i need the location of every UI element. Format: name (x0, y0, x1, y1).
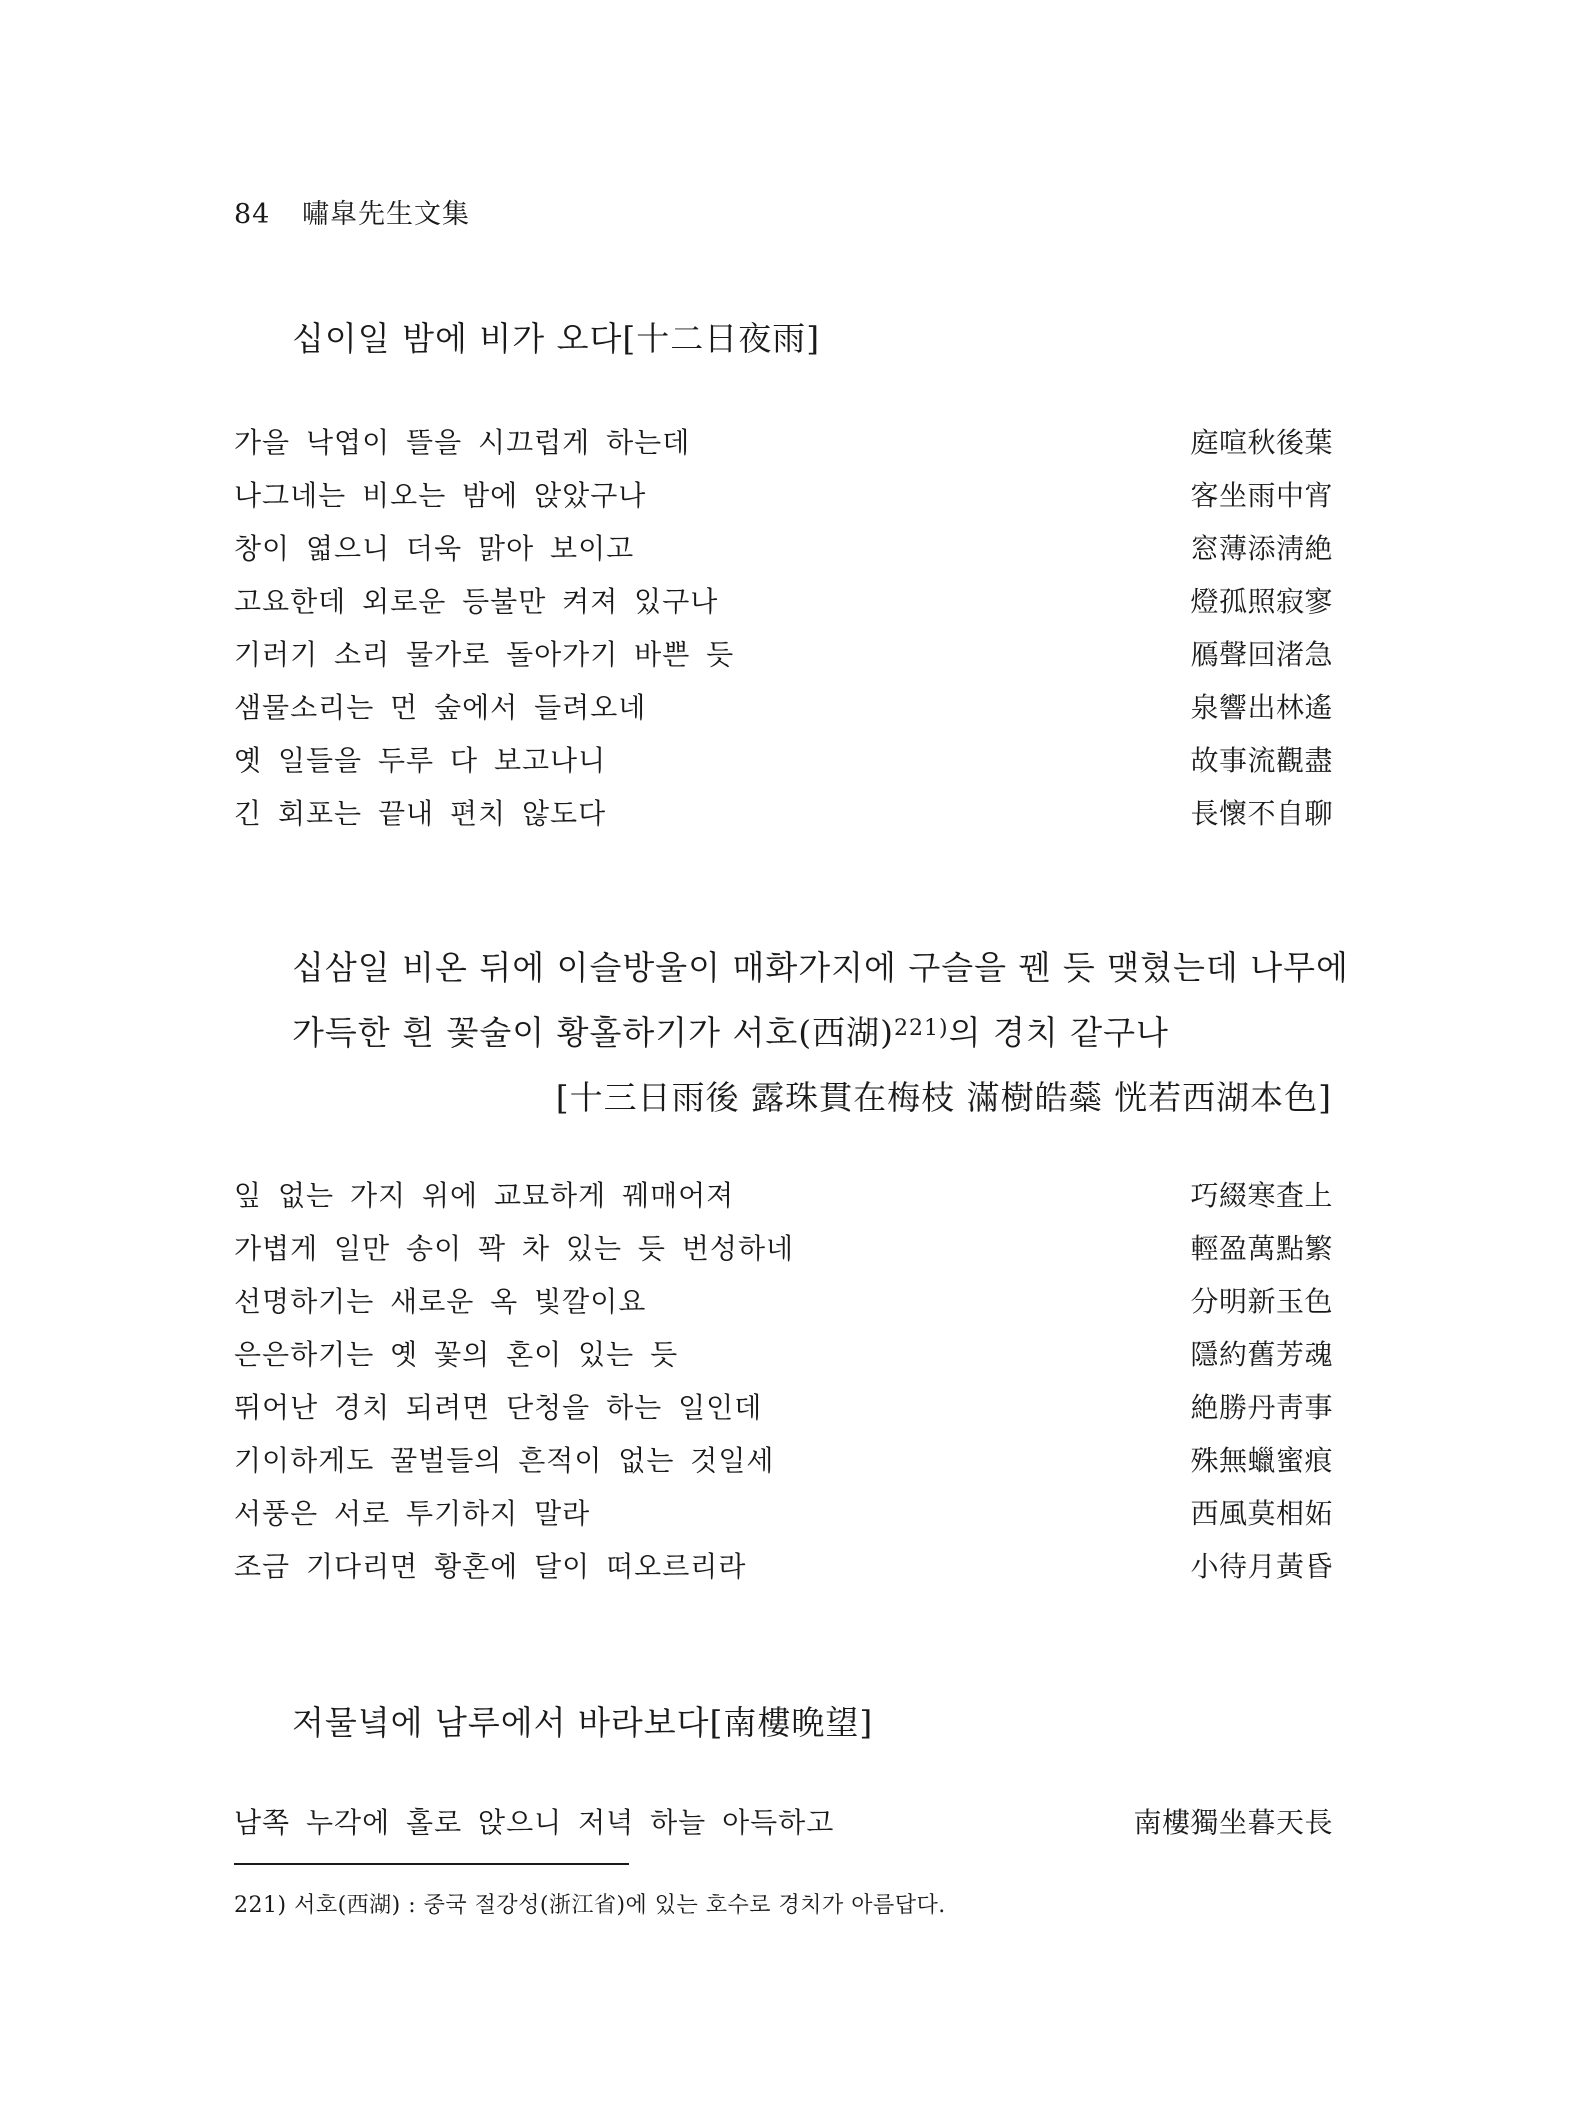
korean-translation: 나그네는 비오는 밤에 앉았구나 (234, 479, 647, 512)
poem-line (234, 1540, 1333, 1593)
poem-line (234, 1487, 1333, 1540)
poem-line (234, 416, 1333, 469)
poem-line (234, 1275, 1333, 1328)
korean-translation: 옛 일들을 두루 다 보고나니 (234, 744, 607, 777)
chinese-original: 殊無蠟蜜痕 (1190, 1444, 1333, 1477)
chinese-original: 小待月黃昏 (1190, 1550, 1333, 1583)
poem-body-2 (234, 1169, 1333, 1593)
korean-translation: 남쪽 누각에 홀로 앉으니 저녁 하늘 아득하고 (234, 1806, 835, 1839)
poem-line (234, 1796, 1333, 1849)
chinese-original: 鴈聲回渚急 (1190, 638, 1333, 671)
footnote-divider (234, 1863, 629, 1865)
poem-line (234, 1328, 1333, 1381)
chinese-original: 隱約舊芳魂 (1190, 1338, 1333, 1371)
poem-body-1 (234, 416, 1333, 840)
chinese-original: 窓薄添淸絶 (1190, 532, 1333, 565)
poem-line (234, 628, 1333, 681)
chinese-original: 故事流觀盡 (1190, 744, 1333, 777)
poem-title-3: 저물녘에 남루에서 바라보다[南樓晩望] (292, 1703, 874, 1742)
chinese-original: 庭喧秋後葉 (1190, 426, 1333, 459)
chinese-original: 燈孤照寂寥 (1190, 585, 1333, 618)
korean-translation: 가을 낙엽이 뜰을 시끄럽게 하는데 (234, 426, 691, 459)
poem-line (234, 1434, 1333, 1487)
korean-translation: 고요한데 외로운 등불만 켜져 있구나 (234, 585, 719, 618)
poem-line (234, 1222, 1333, 1275)
poem-line (234, 787, 1333, 840)
page-header (234, 192, 470, 231)
poem-title-2-line-2 (292, 1000, 1332, 1065)
poem-title-1: 십이일 밤에 비가 오다[十二日夜雨] (292, 319, 821, 358)
korean-translation: 은은하기는 옛 꽃의 혼이 있는 듯 (234, 1338, 679, 1371)
korean-translation: 선명하기는 새로운 옥 빛깔이요 (234, 1285, 647, 1318)
korean-translation: 긴 회포는 끝내 편치 않도다 (234, 797, 607, 830)
poem-line (234, 575, 1333, 628)
korean-translation: 가볍게 일만 송이 꽉 차 있는 듯 번성하네 (234, 1232, 795, 1265)
korean-translation: 기이하게도 꿀벌들의 흔적이 없는 것일세 (234, 1444, 775, 1477)
korean-translation: 서풍은 서로 투기하지 말라 (234, 1497, 591, 1530)
chinese-original: 南樓獨坐暮天長 (1133, 1806, 1333, 1839)
book-title: 嘯皐先生文集 (301, 199, 470, 230)
footnote: 221) 서호(西湖) : 중국 절강성(浙江省)에 있는 호수로 경치가 아름답다. (234, 1893, 946, 1918)
title-text: 의 경치 같구나 (948, 1013, 1169, 1052)
chinese-original: 西風莫相妬 (1190, 1497, 1333, 1530)
chinese-original: 長懷不自聊 (1190, 797, 1333, 830)
title-text: 가득한 흰 꽃술이 황홀하기가 서호(西湖) (292, 1013, 894, 1052)
poem-body-3 (234, 1796, 1333, 1849)
page-number: 84 (234, 199, 271, 230)
korean-translation: 조금 기다리면 황혼에 달이 떠오르리라 (234, 1550, 747, 1583)
korean-translation: 기러기 소리 물가로 돌아가기 바쁜 듯 (234, 638, 735, 671)
poem-line (234, 681, 1333, 734)
footnote-ref[interactable]: 221) (894, 1016, 949, 1041)
chinese-original: 絶勝丹靑事 (1190, 1391, 1333, 1424)
poem-line (234, 522, 1333, 575)
korean-translation: 잎 없는 가지 위에 교묘하게 꿰매어져 (234, 1179, 735, 1212)
poem-line (234, 469, 1333, 522)
poem-line (234, 734, 1333, 787)
poem-title-2-line-3: [十三日雨後 露珠貫在梅枝 滿樹皓蘂 恍若西湖本色] (555, 1078, 1332, 1117)
korean-translation: 뛰어난 경치 되려면 단청을 하는 일인데 (234, 1391, 763, 1424)
chinese-original: 客坐雨中宵 (1190, 479, 1333, 512)
poem-line (234, 1381, 1333, 1434)
korean-translation: 창이 엷으니 더욱 맑아 보이고 (234, 532, 635, 565)
chinese-original: 分明新玉色 (1190, 1285, 1333, 1318)
korean-translation: 샘물소리는 먼 숲에서 들려오네 (234, 691, 647, 724)
chinese-original: 輕盈萬點繁 (1190, 1232, 1333, 1265)
poem-line (234, 1169, 1333, 1222)
poem-title-2-line-1: 십삼일 비온 뒤에 이슬방울이 매화가지에 구슬을 꿴 듯 맺혔는데 나무에 (292, 948, 1349, 987)
poem-title-2 (292, 935, 1349, 1130)
chinese-original: 泉響出林遙 (1190, 691, 1333, 724)
chinese-original: 巧綴寒査上 (1190, 1179, 1333, 1212)
